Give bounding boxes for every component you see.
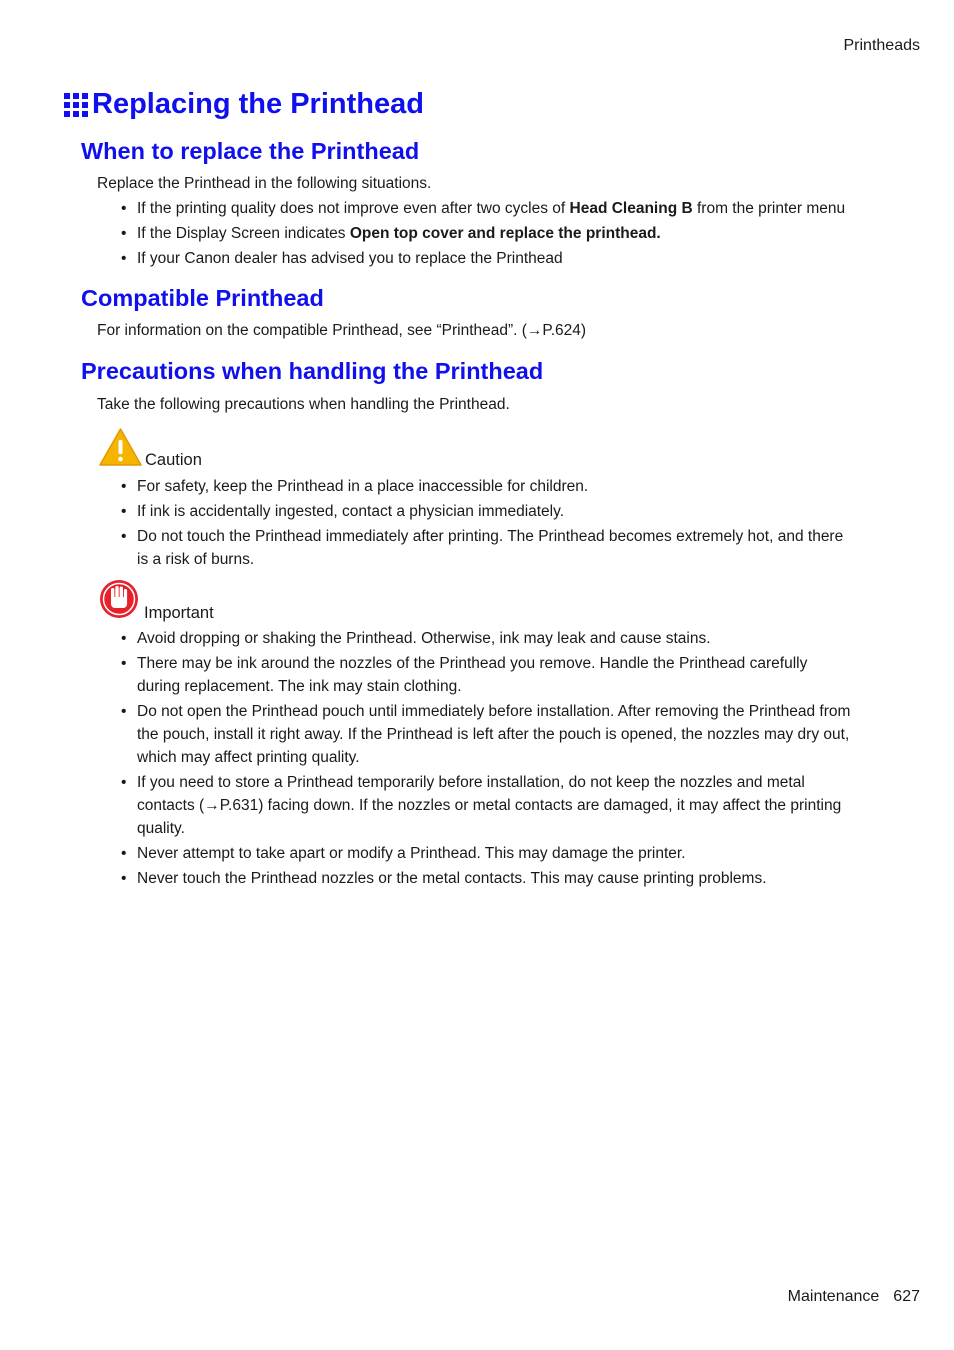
replace-situations-list bbox=[0, 197, 954, 272]
section-heading-compatible: Compatible Printhead bbox=[81, 285, 324, 311]
list-item: • If the Display Screen indicates Open top cover and replace the printhead. bbox=[121, 225, 661, 242]
page-footer bbox=[788, 1288, 920, 1306]
warning-triangle-icon bbox=[98, 427, 143, 467]
section-intro-when-to-replace: Replace the Printhead in the following situations. bbox=[97, 175, 432, 192]
list-item: • Never attempt to take apart or modify a Printhead. This may damage the printer. bbox=[121, 845, 686, 862]
section-heading-when-to-replace: When to replace the Printhead bbox=[81, 138, 420, 164]
list-item: • If your Canon dealer has advised you to replace the Printhead bbox=[121, 250, 563, 267]
list-item: • For safety, keep the Printhead in a place inaccessible for children. bbox=[121, 478, 589, 495]
caution-label: Caution bbox=[145, 451, 202, 469]
list-item: • Avoid dropping or shaking the Printhead. Otherwise, ink may leak and cause stains. bbox=[121, 630, 711, 647]
important-list bbox=[0, 627, 954, 892]
important-label: Important bbox=[144, 604, 214, 622]
list-item: • If the printing quality does not improve even after two cycles of Head Cleaning B from the printer menu bbox=[121, 200, 846, 217]
stop-hand-icon bbox=[98, 578, 142, 620]
page-number: 627 bbox=[893, 1288, 920, 1305]
section-intro-precautions: Take the following precautions when handling the Printhead. bbox=[97, 396, 510, 413]
page-title bbox=[64, 88, 424, 121]
list-item: • Never touch the Printhead nozzles or the metal contacts. This may cause printing problems. bbox=[121, 870, 767, 887]
list-item: • There may be ink around the nozzles of the Printhead you remove. Handle the Printhead carefully during replacement. The ink may stain clothing. bbox=[121, 655, 808, 695]
list-item: • Do not open the Printhead pouch until immediately before installation. After removing the Printhead from the pouch, install it right away. If the Printhead is left after the pouch is opened, the nozzles may dry out, which may affect printing quality. bbox=[121, 703, 851, 766]
list-item: • If ink is accidentally ingested, contact a physician immediately. bbox=[121, 503, 565, 520]
list-item: • If you need to store a Printhead temporarily before installation, do not keep the nozzles and metal contacts (→P.631) facing down. If the nozzles or metal contacts are damaged, it may affect the printing quality. bbox=[121, 774, 842, 837]
page-title-text: Replacing the Printhead bbox=[92, 88, 424, 120]
list-item: • Do not touch the Printhead immediately after printing. The Printhead becomes extremely hot, and there is a risk of burns. bbox=[121, 528, 844, 568]
caution-list bbox=[0, 475, 954, 573]
important-heading bbox=[98, 578, 214, 620]
section-intro-compatible: For information on the compatible Printhead, see “Printhead”. (→P.624) bbox=[97, 322, 587, 339]
footer-chapter: Maintenance bbox=[787, 1288, 880, 1305]
grid-icon bbox=[64, 93, 88, 117]
section-heading-precautions: Precautions when handling the Printhead bbox=[81, 358, 544, 384]
running-header: Printheads bbox=[843, 37, 920, 54]
caution-heading bbox=[98, 427, 202, 467]
